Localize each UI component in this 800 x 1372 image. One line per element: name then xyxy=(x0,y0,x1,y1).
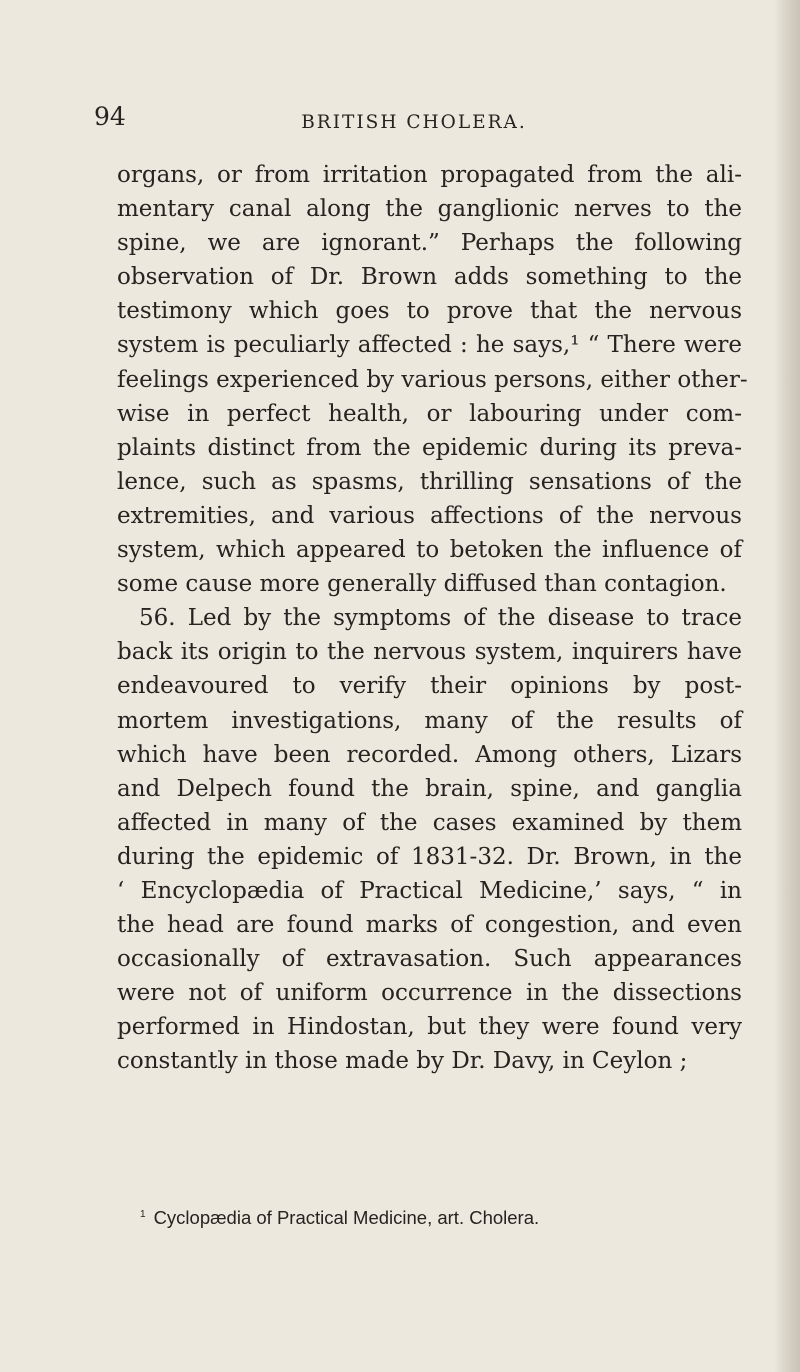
body-text xyxy=(117,158,748,1079)
text-line: spine, we are ignorant.” Perhaps the following xyxy=(117,230,742,257)
text-line: plaints distinct from the epidemic during its preva- xyxy=(117,434,742,461)
page-number: 94 xyxy=(94,102,126,131)
page-edge-shadow xyxy=(774,0,800,1372)
text-line: were not of uniform occurrence in the dissections xyxy=(117,980,742,1007)
text-line: wise in perfect health, or labouring under com- xyxy=(117,400,742,427)
text-line: lence, such as spasms, thrilling sensations of the xyxy=(117,468,742,495)
paragraph-56-start: 56. Led by the symptoms of the disease to trace xyxy=(139,605,742,632)
text-line: mortem investigations, many of the results of xyxy=(117,707,742,734)
text-line: during the epidemic of 1831-32. Dr. Brown, in the xyxy=(117,843,742,870)
text-line: which have been recorded. Among others, Lizars xyxy=(117,741,742,768)
text-line: extremities, and various affections of the nervous xyxy=(117,502,742,529)
text-line: back its origin to the nervous system, inquirers have xyxy=(117,639,742,666)
running-title: BRITISH CHOLERA. xyxy=(301,112,527,133)
text-line: system is peculiarly affected : he says,¹ “ There were xyxy=(117,332,742,359)
text-line: some cause more generally diffused than contagion. xyxy=(117,571,727,598)
footnote-marker: 1 xyxy=(140,1209,146,1220)
text-line: occasionally of extravasation. Such appearances xyxy=(117,946,742,973)
text-line: performed in Hindostan, but they were found very xyxy=(117,1014,742,1041)
text-line: system, which appeared to betoken the influence of xyxy=(117,537,742,564)
text-line: affected in many of the cases examined by them xyxy=(117,809,742,836)
text-line: observation of Dr. Brown adds something to the xyxy=(117,264,742,291)
text-line: constantly in those made by Dr. Davy, in Ceylon ; xyxy=(117,1048,688,1075)
text-line: the head are found marks of congestion, and even xyxy=(117,912,742,939)
text-line: and Delpech found the brain, spine, and ganglia xyxy=(117,775,742,802)
text-line: ‘ Encyclopædia of Practical Medicine,’ says, “ in xyxy=(117,877,742,904)
footnote xyxy=(140,1207,539,1229)
text-line: feelings experienced by various persons, either other- xyxy=(117,366,748,393)
footnote-text: Cyclopædia of Practical Medicine, art. Cholera. xyxy=(153,1207,540,1228)
text-line: testimony which goes to prove that the nervous xyxy=(117,298,742,325)
text-line: mentary canal along the ganglionic nerves to the xyxy=(117,196,742,223)
text-line: organs, or from irritation propagated from the ali- xyxy=(117,162,742,188)
text-line: endeavoured to verify their opinions by post- xyxy=(117,673,742,700)
